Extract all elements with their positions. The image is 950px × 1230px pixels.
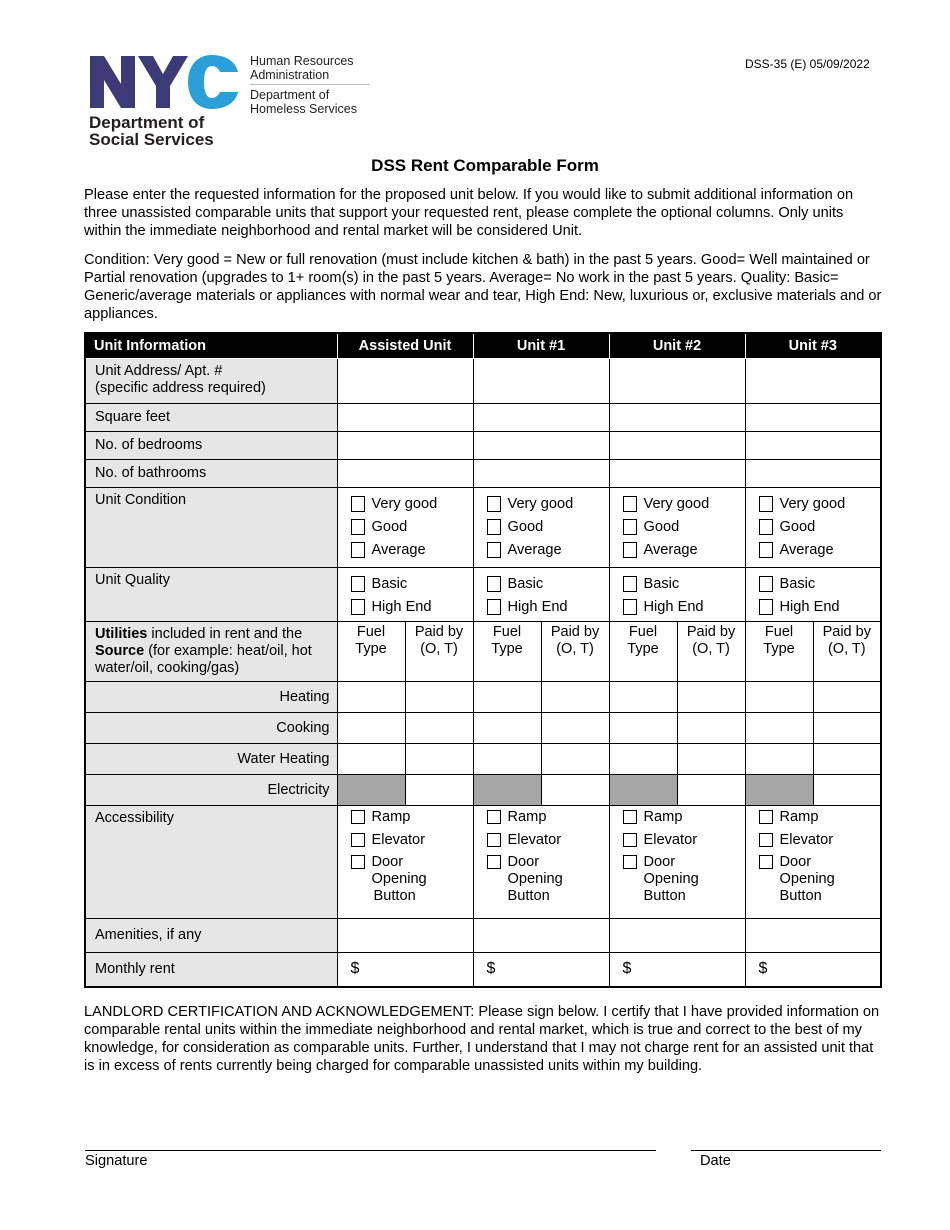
date-label: Date xyxy=(700,1153,731,1169)
condition-very-good-option[interactable] xyxy=(610,492,745,515)
row-address xyxy=(85,359,881,404)
paid-line-2: (O, T) xyxy=(420,641,458,657)
checkbox[interactable] xyxy=(759,519,773,535)
condition-average-option[interactable] xyxy=(610,538,745,561)
col-unit-1: Unit #1 xyxy=(473,333,609,359)
cooking-fuel-unit-2[interactable] xyxy=(609,713,677,744)
checkbox[interactable] xyxy=(759,833,773,847)
sqft-input-unit-1[interactable] xyxy=(473,404,609,432)
water-fuel-assisted[interactable] xyxy=(337,744,405,775)
door-opening-continuation xyxy=(338,871,473,905)
row-label-monthly-rent: Monthly rent xyxy=(85,953,337,987)
row-water-heating xyxy=(85,744,881,775)
sqft-input-unit-3[interactable] xyxy=(745,404,881,432)
checkbox[interactable] xyxy=(351,810,365,824)
row-label-electricity: Electricity xyxy=(85,775,337,806)
checkbox[interactable] xyxy=(487,833,501,847)
quality-basic-option[interactable] xyxy=(746,572,881,595)
fuel-line-2: Type xyxy=(627,641,659,657)
option-label: Good xyxy=(507,518,544,535)
row-quality xyxy=(85,568,881,622)
condition-very-good-option[interactable] xyxy=(746,492,881,515)
unit-table xyxy=(84,332,882,988)
checkbox[interactable] xyxy=(623,576,637,592)
row-label-condition: Unit Condition xyxy=(85,488,337,568)
fuel-type-header xyxy=(473,622,541,682)
electricity-fuel-shaded xyxy=(745,775,813,806)
quality-cell-assisted xyxy=(337,568,473,622)
condition-very-good-option[interactable] xyxy=(474,492,609,515)
date-field[interactable] xyxy=(691,1150,881,1151)
option-label: High End xyxy=(779,598,840,615)
option-label: Good xyxy=(643,518,680,535)
cooking-paid-unit-1[interactable] xyxy=(541,713,609,744)
option-label: Basic xyxy=(507,575,544,592)
heating-fuel-unit-1[interactable] xyxy=(473,682,541,713)
water-paid-unit-3[interactable] xyxy=(813,744,881,775)
ramp-option[interactable] xyxy=(610,806,745,829)
paid-by-header xyxy=(405,622,473,682)
checkbox[interactable] xyxy=(759,496,773,512)
checkbox[interactable] xyxy=(487,576,501,592)
dept-name xyxy=(89,114,214,148)
table-header-row xyxy=(85,333,881,359)
row-label-water-heating: Water Heating xyxy=(85,744,337,775)
accessibility-cell-unit-2 xyxy=(609,806,745,919)
bathrooms-input-unit-1[interactable] xyxy=(473,460,609,488)
checkbox[interactable] xyxy=(759,855,773,869)
condition-good-option[interactable] xyxy=(474,515,609,538)
row-utilities xyxy=(85,622,881,682)
address-input-unit-2[interactable] xyxy=(609,359,745,404)
checkbox[interactable] xyxy=(759,542,773,558)
row-bathrooms xyxy=(85,460,881,488)
electricity-paid-assisted[interactable] xyxy=(405,775,473,806)
bedrooms-input-assisted[interactable] xyxy=(337,432,473,460)
hra-line-1: Human Resources xyxy=(250,54,354,68)
amenities-input-unit-1[interactable] xyxy=(473,919,609,953)
checkbox[interactable] xyxy=(623,496,637,512)
option-label: High End xyxy=(643,598,704,615)
fuel-type-header xyxy=(609,622,677,682)
electricity-fuel-shaded xyxy=(609,775,677,806)
utilities-text: included in rent and the xyxy=(147,626,303,642)
opening-label: Opening xyxy=(779,870,835,887)
opening-label: Opening xyxy=(643,870,699,887)
source-bold: Source xyxy=(95,643,145,659)
option-label: High End xyxy=(507,598,568,615)
row-label-heating: Heating xyxy=(85,682,337,713)
dept-line-1: Department of xyxy=(89,113,205,132)
fuel-line-1: Fuel xyxy=(356,624,386,640)
option-label: Door xyxy=(643,854,676,871)
option-label: Very good xyxy=(507,495,574,512)
quality-basic-option[interactable] xyxy=(474,572,609,595)
option-label: Good xyxy=(779,518,816,535)
condition-very-good-option[interactable] xyxy=(338,492,473,515)
fuel-line-2: Type xyxy=(763,641,795,657)
quality-high-end-option[interactable] xyxy=(338,595,473,618)
amenities-input-assisted[interactable] xyxy=(337,919,473,953)
condition-good-option[interactable] xyxy=(338,515,473,538)
cooking-paid-assisted[interactable] xyxy=(405,713,473,744)
water-paid-unit-1[interactable] xyxy=(541,744,609,775)
condition-definitions: Condition: Very good = New or full renovation (must include kitchen & bath) in the past 5 years. Good= Well maintained or Partial renovation (upgrades to 1+ room(s) in the past 5 years. Average= No work in the past 5 years. Quality: Basic= Generic/average materials or appliances with normal wear and tear, High End: New, luxurious or, exclusive materials and or appliances. xyxy=(84,252,882,322)
heating-paid-unit-1[interactable] xyxy=(541,682,609,713)
fuel-line-2: Type xyxy=(355,641,387,657)
checkbox[interactable] xyxy=(623,519,637,535)
electricity-paid-unit-2[interactable] xyxy=(677,775,745,806)
paid-line-2: (O, T) xyxy=(556,641,594,657)
heating-fuel-assisted[interactable] xyxy=(337,682,405,713)
bathrooms-input-assisted[interactable] xyxy=(337,460,473,488)
checkbox[interactable] xyxy=(487,810,501,824)
intro-text: Please enter the requested information for the proposed unit below. If you would like to submit additional information on three unassisted comparable units that support your requested rent, please complete the optional columns. Only units within the immediate neighborhood and rental market will be considered Unit. xyxy=(84,187,854,239)
checkbox[interactable] xyxy=(623,833,637,847)
row-bedrooms xyxy=(85,432,881,460)
dhs-name xyxy=(250,89,390,116)
logo xyxy=(88,54,373,152)
paid-line-1: Paid by xyxy=(822,624,871,640)
quality-basic-option[interactable] xyxy=(610,572,745,595)
ramp-option[interactable] xyxy=(338,806,473,829)
logo-divider xyxy=(250,84,370,85)
paid-by-header xyxy=(813,622,881,682)
rent-input-unit-3[interactable]: $ xyxy=(745,953,881,987)
checkbox[interactable] xyxy=(351,855,365,869)
option-label: Basic xyxy=(643,575,680,592)
water-paid-unit-2[interactable] xyxy=(677,744,745,775)
col-unit-3: Unit #3 xyxy=(745,333,881,359)
quality-cell-unit-2 xyxy=(609,568,745,622)
fuel-line-1: Fuel xyxy=(628,624,658,640)
option-label: Very good xyxy=(371,495,438,512)
sqft-input-assisted[interactable] xyxy=(337,404,473,432)
cooking-fuel-assisted[interactable] xyxy=(337,713,405,744)
dhs-line-2: Homeless Services xyxy=(250,101,357,116)
utilities-bold: Utilities xyxy=(95,626,148,642)
row-label-utilities xyxy=(85,622,337,682)
dept-line-2: Social Services xyxy=(89,130,214,149)
checkbox[interactable] xyxy=(759,599,773,615)
option-label: Average xyxy=(643,541,698,558)
option-label: Ramp xyxy=(779,809,819,826)
quality-basic-option[interactable] xyxy=(338,572,473,595)
checkbox[interactable] xyxy=(351,599,365,615)
row-label-amenities: Amenities, if any xyxy=(85,919,337,953)
amenities-input-unit-2[interactable] xyxy=(609,919,745,953)
checkbox[interactable] xyxy=(759,576,773,592)
sqft-input-unit-2[interactable] xyxy=(609,404,745,432)
option-label: Very good xyxy=(779,495,846,512)
option-label: Door xyxy=(371,854,404,871)
quality-cell-unit-3 xyxy=(745,568,881,622)
checkbox[interactable] xyxy=(351,542,365,558)
electricity-fuel-shaded xyxy=(337,775,405,806)
amenities-input-unit-3[interactable] xyxy=(745,919,881,953)
checkbox[interactable] xyxy=(487,519,501,535)
heating-paid-unit-3[interactable] xyxy=(813,682,881,713)
option-label: Basic xyxy=(779,575,816,592)
option-label: High End xyxy=(371,598,432,615)
option-label: Very good xyxy=(643,495,710,512)
door-opening-continuation xyxy=(474,871,609,905)
page-title: DSS Rent Comparable Form xyxy=(371,156,599,175)
door-opening-continuation xyxy=(746,871,881,905)
checkbox[interactable] xyxy=(351,576,365,592)
dhs-line-1: Department of xyxy=(250,88,330,102)
water-fuel-unit-2[interactable] xyxy=(609,744,677,775)
condition-average-option[interactable] xyxy=(474,538,609,561)
col-unit-information: Unit Information xyxy=(85,333,337,359)
option-label: Ramp xyxy=(371,809,411,826)
row-cooking xyxy=(85,713,881,744)
heating-fuel-unit-2[interactable] xyxy=(609,682,677,713)
row-electricity xyxy=(85,775,881,806)
checkbox[interactable] xyxy=(351,519,365,535)
elevator-option[interactable] xyxy=(746,829,881,852)
row-label-quality: Unit Quality xyxy=(85,568,337,622)
bedrooms-input-unit-1[interactable] xyxy=(473,432,609,460)
opening-label: Opening xyxy=(371,870,427,887)
checkbox[interactable] xyxy=(623,599,637,615)
condition-good-option[interactable] xyxy=(746,515,881,538)
water-fuel-unit-1[interactable] xyxy=(473,744,541,775)
condition-cell-unit-1 xyxy=(473,488,609,568)
rent-input-unit-2[interactable]: $ xyxy=(609,953,745,987)
condition-average-option[interactable] xyxy=(746,538,881,561)
address-label-line-1: Unit Address/ Apt. # xyxy=(95,363,223,379)
rent-input-assisted[interactable]: $ xyxy=(337,953,473,987)
fuel-line-1: Fuel xyxy=(492,624,522,640)
hra-line-2: Administration xyxy=(250,67,330,82)
cooking-paid-unit-2[interactable] xyxy=(677,713,745,744)
row-label-accessibility: Accessibility xyxy=(85,806,337,919)
form-code: DSS-35 (E) 05/09/2022 xyxy=(745,57,870,71)
cooking-fuel-unit-1[interactable] xyxy=(473,713,541,744)
row-amenities xyxy=(85,919,881,953)
row-square-feet xyxy=(85,404,881,432)
button-label: Button xyxy=(779,887,822,904)
paid-by-header xyxy=(677,622,745,682)
checkbox[interactable] xyxy=(351,496,365,512)
option-label: Door xyxy=(507,854,540,871)
quality-cell-unit-1 xyxy=(473,568,609,622)
checkbox[interactable] xyxy=(487,496,501,512)
row-accessibility xyxy=(85,806,881,919)
door-opening-continuation xyxy=(610,871,745,905)
heating-paid-assisted[interactable] xyxy=(405,682,473,713)
option-label: Elevator xyxy=(643,831,698,848)
checkbox[interactable] xyxy=(623,855,637,869)
paid-line-1: Paid by xyxy=(550,624,600,640)
option-label: Elevator xyxy=(779,831,834,848)
paid-line-1: Paid by xyxy=(414,624,464,640)
water-fuel-unit-3[interactable] xyxy=(745,744,813,775)
paid-line-2: (O, T) xyxy=(692,641,730,657)
cooking-paid-unit-3[interactable] xyxy=(813,713,881,744)
nyc-logo-icon xyxy=(88,54,240,110)
address-label-line-2: (specific address required) xyxy=(95,380,266,396)
quality-high-end-option[interactable] xyxy=(474,595,609,618)
row-label-bedrooms: No. of bedrooms xyxy=(85,432,337,460)
accessibility-cell-assisted xyxy=(337,806,473,919)
row-heating xyxy=(85,682,881,713)
landlord-certification: LANDLORD CERTIFICATION AND ACKNOWLEDGEMENT: Please sign below. I certify that I have provided information on comparable rental units within the immediate neighborhood and rental market, which is true and correct to the best of my knowledge, for consideration as comparable units. Further, I understand that I may not charge rent for an assisted unit that is in excess of rents currently being charged for comparable unassisted units within my building. xyxy=(84,1004,880,1074)
condition-good-option[interactable] xyxy=(610,515,745,538)
button-label: Button xyxy=(373,887,416,904)
quality-high-end-option[interactable] xyxy=(746,595,881,618)
button-label: Button xyxy=(643,887,686,904)
row-label-bathrooms: No. of bathrooms xyxy=(85,460,337,488)
heating-paid-unit-2[interactable] xyxy=(677,682,745,713)
col-assisted-unit: Assisted Unit xyxy=(337,333,473,359)
ramp-option[interactable] xyxy=(746,806,881,829)
checkbox[interactable] xyxy=(759,810,773,824)
address-input-assisted[interactable] xyxy=(337,359,473,404)
checkbox[interactable] xyxy=(351,833,365,847)
address-input-unit-3[interactable] xyxy=(745,359,881,404)
option-label: Average xyxy=(779,541,834,558)
elevator-option[interactable] xyxy=(474,829,609,852)
option-label: Door xyxy=(779,854,812,871)
opening-label: Opening xyxy=(507,870,563,887)
paid-by-header xyxy=(541,622,609,682)
utilities-example: (for example: heat/oil, hot water/oil, cooking/gas) xyxy=(95,643,312,676)
heating-fuel-unit-3[interactable] xyxy=(745,682,813,713)
bathrooms-input-unit-3[interactable] xyxy=(745,460,881,488)
condition-cell-unit-3 xyxy=(745,488,881,568)
bedrooms-input-unit-2[interactable] xyxy=(609,432,745,460)
bedrooms-input-unit-3[interactable] xyxy=(745,432,881,460)
paid-line-1: Paid by xyxy=(686,624,736,640)
button-label: Button xyxy=(507,887,550,904)
electricity-fuel-shaded xyxy=(473,775,541,806)
condition-cell-assisted xyxy=(337,488,473,568)
rent-input-unit-1[interactable]: $ xyxy=(473,953,609,987)
fuel-line-1: Fuel xyxy=(764,624,794,640)
row-condition xyxy=(85,488,881,568)
condition-average-option[interactable] xyxy=(338,538,473,561)
option-label: Elevator xyxy=(371,831,426,848)
checkbox[interactable] xyxy=(623,810,637,824)
option-label: Average xyxy=(371,541,426,558)
checkbox[interactable] xyxy=(487,542,501,558)
checkbox[interactable] xyxy=(487,599,501,615)
checkbox[interactable] xyxy=(487,855,501,869)
electricity-paid-unit-1[interactable] xyxy=(541,775,609,806)
address-input-unit-1[interactable] xyxy=(473,359,609,404)
row-monthly-rent xyxy=(85,953,881,987)
checkbox[interactable] xyxy=(623,542,637,558)
elevator-option[interactable] xyxy=(610,829,745,852)
option-label: Good xyxy=(371,518,408,535)
option-label: Ramp xyxy=(643,809,683,826)
row-label-cooking: Cooking xyxy=(85,713,337,744)
quality-high-end-option[interactable] xyxy=(610,595,745,618)
option-label: Average xyxy=(507,541,562,558)
fuel-type-header xyxy=(745,622,813,682)
fuel-type-header xyxy=(337,622,405,682)
ramp-option[interactable] xyxy=(474,806,609,829)
signature-label: Signature xyxy=(85,1153,148,1169)
option-label: Elevator xyxy=(507,831,562,848)
paid-line-2: (O, T) xyxy=(827,641,866,657)
option-label: Basic xyxy=(371,575,408,592)
condition-cell-unit-2 xyxy=(609,488,745,568)
fuel-line-2: Type xyxy=(491,641,523,657)
row-label-address xyxy=(85,359,337,404)
signature-field[interactable] xyxy=(85,1150,656,1151)
electricity-paid-unit-3[interactable] xyxy=(813,775,881,806)
cooking-fuel-unit-3[interactable] xyxy=(745,713,813,744)
elevator-option[interactable] xyxy=(338,829,473,852)
row-label-square-feet: Square feet xyxy=(85,404,337,432)
hra-name xyxy=(250,55,390,82)
option-label: Ramp xyxy=(507,809,547,826)
bathrooms-input-unit-2[interactable] xyxy=(609,460,745,488)
accessibility-cell-unit-1 xyxy=(473,806,609,919)
water-paid-assisted[interactable] xyxy=(405,744,473,775)
col-unit-2: Unit #2 xyxy=(609,333,745,359)
accessibility-cell-unit-3 xyxy=(745,806,881,919)
